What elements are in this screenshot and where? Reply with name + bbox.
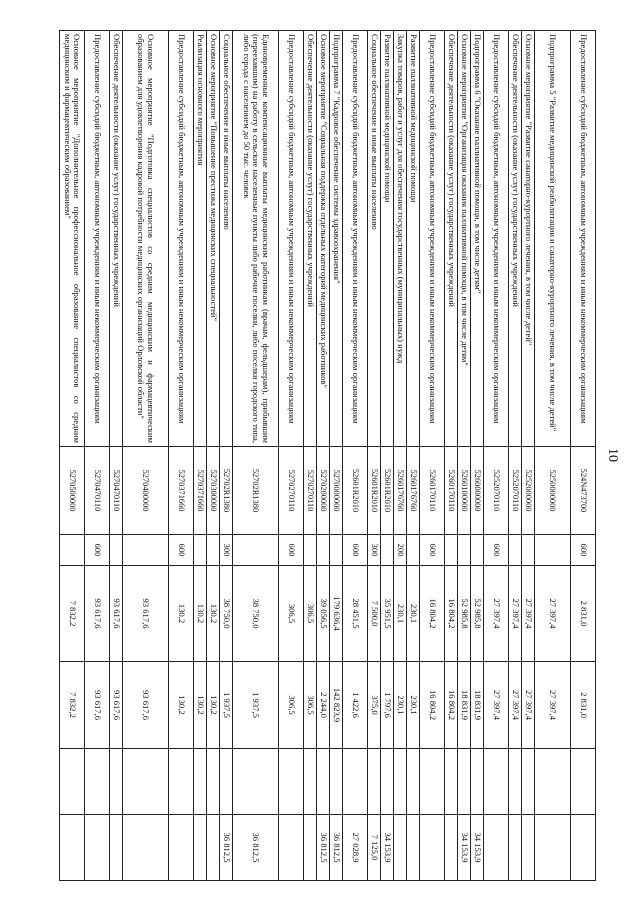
table-row (343, 31, 368, 881)
row-regional-cell: 306,5 (279, 662, 304, 749)
row-name-cell: Закупка товаров, работ и услуг для обеспечения государственных (муниципальных) нужд (394, 31, 407, 447)
row-regional-cell: 27 397,4 (484, 662, 509, 749)
row-code-cell: 5270400000 (123, 447, 169, 535)
table-row (123, 31, 169, 881)
row-total-cell: 130,2 (207, 566, 220, 662)
row-expense-type-cell: 200 (394, 535, 407, 566)
row-empty-cell (110, 749, 123, 815)
row-federal-cell (394, 815, 407, 881)
row-name-cell: Основное мероприятие "Подготовка специалистов со средним медицинским и фармацевтическим образованием для удовлетворения кадровой потребности медицинских организаций Орловской области" (123, 31, 169, 447)
row-regional-cell: 7 832,2 (60, 662, 85, 749)
row-regional-cell: 1 422,6 (343, 662, 368, 749)
row-code-cell: 5260170110 (420, 447, 445, 535)
row-empty-cell (207, 749, 220, 815)
row-federal-cell (304, 815, 317, 881)
row-empty-cell (233, 749, 279, 815)
row-federal-cell: 27 028,9 (343, 815, 368, 881)
row-name-cell: Обеспечение деятельности (оказание услуг) государственных учреждений (110, 31, 123, 447)
table-row (458, 31, 471, 881)
row-total-cell: 93 617,6 (110, 566, 123, 662)
row-code-cell: 52601R2010 (368, 447, 381, 535)
row-name-cell: Предоставление субсидий бюджетным, автономным учреждениям и иным некоммерческим организациям (420, 31, 445, 447)
table-row (169, 31, 194, 881)
table-row (279, 31, 304, 881)
row-expense-type-cell: 600 (484, 535, 509, 566)
row-regional-cell: 27 397,4 (535, 662, 571, 749)
row-expense-type-cell (317, 535, 330, 566)
row-expense-type-cell (304, 535, 317, 566)
row-empty-cell (509, 749, 522, 815)
row-name-cell: Основное мероприятие "Повышение престижа медицинских специальностей" (207, 31, 220, 447)
row-empty-cell (304, 749, 317, 815)
row-empty-cell (60, 749, 85, 815)
row-regional-cell: 93 617,6 (110, 662, 123, 749)
row-expense-type-cell (407, 535, 420, 566)
row-expense-type-cell: 300 (220, 535, 233, 566)
row-code-cell: 52601R2010 (343, 447, 368, 535)
row-code-cell: 5250000000 (535, 447, 571, 535)
row-expense-type-cell (381, 535, 394, 566)
row-name-cell: Основное мероприятие "Развитие санаторно-курортного лечения, в том числе детей" (522, 31, 535, 447)
row-total-cell: 306,5 (279, 566, 304, 662)
row-federal-cell (207, 815, 220, 881)
table-row (233, 31, 279, 881)
row-federal-cell (420, 815, 445, 881)
row-total-cell: 27 397,4 (509, 566, 522, 662)
row-regional-cell: 306,5 (304, 662, 317, 749)
row-regional-cell: 1 797,6 (381, 662, 394, 749)
row-empty-cell (123, 749, 169, 815)
row-federal-cell (60, 815, 85, 881)
row-code-cell: 5270470110 (110, 447, 123, 535)
row-name-cell: Предоставление субсидий бюджетным, автономным учреждениям и иным некоммерческим организациям (343, 31, 368, 447)
row-regional-cell: 27 397,4 (522, 662, 535, 749)
row-code-cell: 5260000000 (471, 447, 484, 535)
row-total-cell: 230,1 (394, 566, 407, 662)
row-empty-cell (420, 749, 445, 815)
row-code-cell: 5260176760 (394, 447, 407, 535)
row-empty-cell (279, 749, 304, 815)
row-total-cell: 16 804,2 (445, 566, 458, 662)
row-total-cell: 7 832,2 (60, 566, 85, 662)
row-expense-type-cell (509, 535, 522, 566)
row-regional-cell: 18 831,9 (458, 662, 471, 749)
row-regional-cell: 16 804,2 (420, 662, 445, 749)
row-total-cell: 28 451,5 (343, 566, 368, 662)
row-federal-cell: 34 153,9 (458, 815, 471, 881)
row-empty-cell (343, 749, 368, 815)
table-row (317, 31, 330, 881)
table-row (509, 31, 522, 881)
row-empty-cell (85, 749, 110, 815)
row-regional-cell: 130,2 (194, 662, 207, 749)
row-expense-type-cell: 600 (85, 535, 110, 566)
row-total-cell: 27 397,4 (522, 566, 535, 662)
row-code-cell: 5260100000 (458, 447, 471, 535)
row-name-cell: Основное мероприятие "Социальная поддержка отдельных категорий медицинских работников" (317, 31, 330, 447)
row-regional-cell: 375,0 (368, 662, 381, 749)
row-federal-cell: 34 153,9 (471, 815, 484, 881)
row-total-cell: 16 804,2 (420, 566, 445, 662)
row-code-cell: 52702R1380 (233, 447, 279, 535)
row-total-cell: 179 636,4 (330, 566, 343, 662)
table-row (330, 31, 343, 881)
row-code-cell: 5270300000 (207, 447, 220, 535)
row-federal-cell (169, 815, 194, 881)
row-expense-type-cell (194, 535, 207, 566)
row-expense-type-cell (535, 535, 571, 566)
table-row (522, 31, 535, 881)
row-regional-cell: 230,1 (394, 662, 407, 749)
row-code-cell: 5252000000 (522, 447, 535, 535)
row-regional-cell: 93 617,6 (85, 662, 110, 749)
row-expense-type-cell (458, 535, 471, 566)
row-expense-type-cell: 600 (420, 535, 445, 566)
row-federal-cell (123, 815, 169, 881)
row-total-cell: 38 750,0 (233, 566, 279, 662)
row-federal-cell (445, 815, 458, 881)
row-empty-cell (381, 749, 394, 815)
row-federal-cell: 7 125,0 (368, 815, 381, 881)
row-federal-cell: 36 812,5 (233, 815, 279, 881)
row-name-cell: Основное мероприятие "Организация оказания паллиативной помощи, в том числе детям" (458, 31, 471, 447)
row-federal-cell: 36 812,5 (330, 815, 343, 881)
row-regional-cell: 130,2 (207, 662, 220, 749)
row-empty-cell (368, 749, 381, 815)
row-code-cell: 5270200000 (317, 447, 330, 535)
row-expense-type-cell: 600 (279, 535, 304, 566)
row-empty-cell (220, 749, 233, 815)
row-code-cell: 5252070110 (509, 447, 522, 535)
row-empty-cell (317, 749, 330, 815)
row-total-cell: 35 951,5 (381, 566, 394, 662)
row-name-cell: Основное мероприятие "Дополнительное профессиональное образование специалистов со средним медицинским и фармацевтическим образованием" (60, 31, 85, 447)
row-total-cell: 93 617,6 (123, 566, 169, 662)
row-expense-type-cell: 600 (571, 535, 596, 566)
row-total-cell: 39 056,5 (317, 566, 330, 662)
table-row (484, 31, 509, 881)
row-empty-cell (535, 749, 571, 815)
row-name-cell: Единовременные компенсационные выплаты медицинским работникам (врачам, фельдшерам), прибывшим (переехавшим) на работу в сельские населенные пункты либо рабочие поселки, либо поселки городского типа, либо города с населением до 50 тыс. человек (233, 31, 279, 447)
table-row (85, 31, 110, 881)
row-federal-cell (110, 815, 123, 881)
row-regional-cell: 2 244,0 (317, 662, 330, 749)
row-code-cell: 524N473700 (571, 447, 596, 535)
row-empty-cell (471, 749, 484, 815)
row-code-cell: 5252070110 (484, 447, 509, 535)
row-federal-cell: 36 812,5 (317, 815, 330, 881)
row-name-cell: Социальное обеспечение и иные выплаты населению (220, 31, 233, 447)
row-federal-cell (85, 815, 110, 881)
row-name-cell: Предоставление субсидий бюджетным, автономным учреждениям и иным некоммерческим организациям (85, 31, 110, 447)
row-expense-type-cell (330, 535, 343, 566)
row-code-cell: 5270000000 (330, 447, 343, 535)
table-row (381, 31, 394, 881)
row-expense-type-cell (207, 535, 220, 566)
row-name-cell: Предоставление субсидий бюджетным, автономным учреждениям и иным некоммерческим организациям (169, 31, 194, 447)
row-empty-cell (169, 749, 194, 815)
row-name-cell: Предоставление субсидий бюджетным, автономным учреждениям и иным некоммерческим организациям (571, 31, 596, 447)
row-name-cell: Обеспечение деятельности (оказание услуг) государственных учреждений (509, 31, 522, 447)
table-body (60, 31, 596, 881)
row-federal-cell (279, 815, 304, 881)
row-total-cell: 2 831,0 (571, 566, 596, 662)
row-name-cell: Реализация основного мероприятия (194, 31, 207, 447)
row-code-cell: 5270371660 (169, 447, 194, 535)
table-row (110, 31, 123, 881)
row-expense-type-cell (522, 535, 535, 566)
row-expense-type-cell (60, 535, 85, 566)
row-total-cell: 93 617,6 (85, 566, 110, 662)
row-name-cell: Подпрограмма 7 "Кадровое обеспечение системы здравоохранения" (330, 31, 343, 447)
row-name-cell: Обеспечение деятельности (оказание услуг) государственных учреждений (304, 31, 317, 447)
row-name-cell: Предоставление субсидий бюджетным, автономным учреждениям и иным некоммерческим организациям (484, 31, 509, 447)
row-regional-cell: 18 831,9 (471, 662, 484, 749)
row-empty-cell (484, 749, 509, 815)
table-row (407, 31, 420, 881)
row-expense-type-cell: 300 (368, 535, 381, 566)
row-total-cell: 52 985,8 (471, 566, 484, 662)
row-federal-cell: 36 812,5 (220, 815, 233, 881)
row-regional-cell: 1 937,5 (220, 662, 233, 749)
row-federal-cell (509, 815, 522, 881)
row-code-cell: 52601R2010 (381, 447, 394, 535)
row-expense-type-cell: 600 (343, 535, 368, 566)
table-row (220, 31, 233, 881)
row-federal-cell (484, 815, 509, 881)
row-code-cell: 52702R1380 (220, 447, 233, 535)
row-total-cell: 52 985,8 (458, 566, 471, 662)
table-row (535, 31, 571, 881)
row-total-cell: 130,2 (169, 566, 194, 662)
row-name-cell: Обеспечение деятельности (оказание услуг) государственных учреждений (445, 31, 458, 447)
table-row (194, 31, 207, 881)
row-name-cell: Социальное обеспечение и иные выплаты населению (368, 31, 381, 447)
row-empty-cell (194, 749, 207, 815)
row-regional-cell: 93 617,6 (123, 662, 169, 749)
row-regional-cell: 230,1 (407, 662, 420, 749)
table-row (471, 31, 484, 881)
row-code-cell: 5270500000 (60, 447, 85, 535)
row-code-cell: 5270270110 (304, 447, 317, 535)
row-regional-cell: 2 831,0 (571, 662, 596, 749)
row-federal-cell (522, 815, 535, 881)
row-code-cell: 5260170110 (445, 447, 458, 535)
row-expense-type-cell (471, 535, 484, 566)
page-number: 10 (605, 448, 620, 462)
row-empty-cell (458, 749, 471, 815)
row-total-cell: 130,2 (194, 566, 207, 662)
row-federal-cell: 34 153,9 (381, 815, 394, 881)
row-empty-cell (407, 749, 420, 815)
row-empty-cell (571, 749, 596, 815)
row-regional-cell: 1 937,5 (233, 662, 279, 749)
row-regional-cell: 142 823,9 (330, 662, 343, 749)
row-code-cell: 5270270110 (279, 447, 304, 535)
row-federal-cell (535, 815, 571, 881)
row-name-cell: Подпрограмма 5 "Развитие медицинской реабилитации и санаторно-курортного лечения, в том числе детей" (535, 31, 571, 447)
table-row (394, 31, 407, 881)
row-total-cell: 306,5 (304, 566, 317, 662)
table-row (368, 31, 381, 881)
row-federal-cell (571, 815, 596, 881)
table-row (445, 31, 458, 881)
row-code-cell: 5270470110 (85, 447, 110, 535)
row-code-cell: 5270371660 (194, 447, 207, 535)
budget-table (59, 30, 596, 881)
row-expense-type-cell (445, 535, 458, 566)
table-row (571, 31, 596, 881)
row-name-cell: Развитие паллиативной медицинской помощи (407, 31, 420, 447)
row-expense-type-cell (110, 535, 123, 566)
row-total-cell: 27 397,4 (484, 566, 509, 662)
table-row (304, 31, 317, 881)
row-regional-cell: 27 397,4 (509, 662, 522, 749)
row-regional-cell: 130,2 (169, 662, 194, 749)
row-total-cell: 7 500,0 (368, 566, 381, 662)
table-row (60, 31, 85, 881)
row-code-cell: 5260176760 (407, 447, 420, 535)
rotated-table-sheet (62, 30, 622, 880)
row-total-cell: 27 397,4 (535, 566, 571, 662)
row-empty-cell (330, 749, 343, 815)
row-empty-cell (394, 749, 407, 815)
row-federal-cell (194, 815, 207, 881)
row-expense-type-cell (233, 535, 279, 566)
table-row (207, 31, 220, 881)
row-name-cell: Предоставление субсидий бюджетным, автономным учреждениям и иным некоммерческим организациям (279, 31, 304, 447)
row-name-cell: Развитие паллиативной медицинской помощи (381, 31, 394, 447)
row-expense-type-cell (123, 535, 169, 566)
row-total-cell: 230,1 (407, 566, 420, 662)
row-empty-cell (445, 749, 458, 815)
row-total-cell: 38 750,0 (220, 566, 233, 662)
row-name-cell: Подпрограмма 6 "Оказание паллиативной помощи, в том числе детям" (471, 31, 484, 447)
row-federal-cell (407, 815, 420, 881)
row-empty-cell (522, 749, 535, 815)
row-expense-type-cell: 600 (169, 535, 194, 566)
table-row (420, 31, 445, 881)
row-regional-cell: 16 804,2 (445, 662, 458, 749)
